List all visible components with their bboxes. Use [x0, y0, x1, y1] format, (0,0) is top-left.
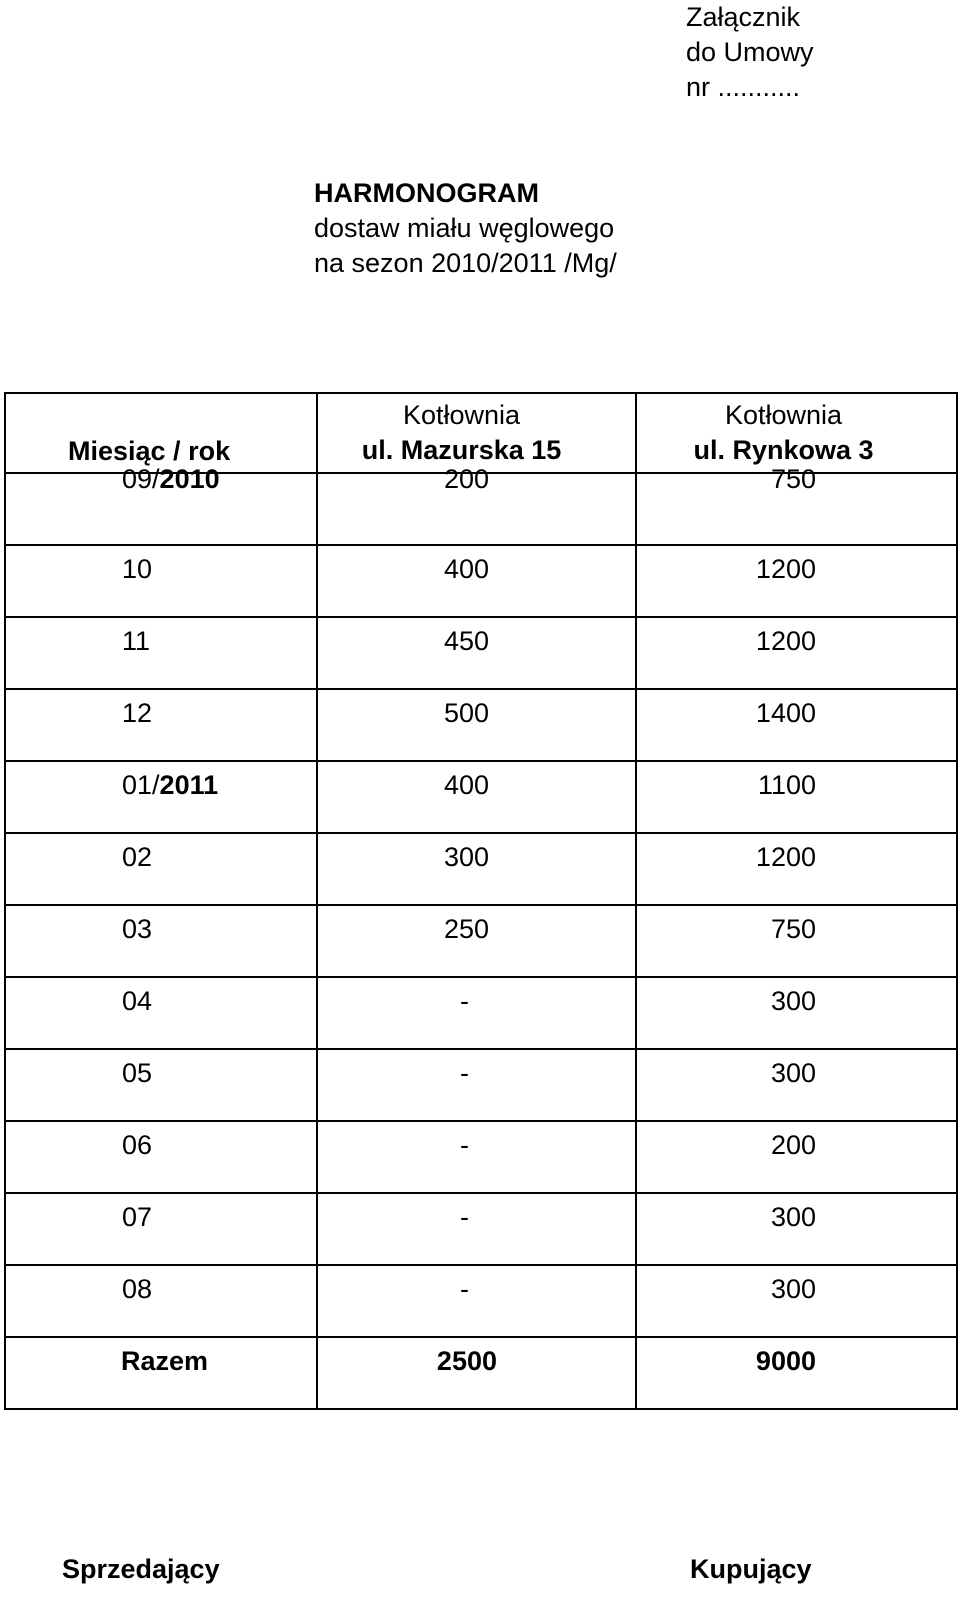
rynkowa-value: 300: [770, 1058, 816, 1088]
rynkowa-cell: [636, 1265, 957, 1337]
mazurska-cell: [317, 545, 636, 617]
mazurska-value: 500: [443, 698, 489, 728]
rynkowa-value: 1200: [755, 626, 816, 656]
month-value: [122, 552, 152, 587]
month-cell: [5, 1121, 317, 1193]
month-value: [122, 462, 220, 497]
mazurska-cell: [317, 1121, 636, 1193]
header-address-mazurska: ul. Mazurska 15: [361, 435, 562, 465]
total-rynkowa-value: 9000: [755, 1346, 816, 1376]
delivery-schedule-table: [4, 392, 958, 1410]
month-part: 04: [122, 986, 153, 1016]
total-label-cell: [5, 1337, 317, 1409]
total-label: Razem: [121, 1346, 209, 1376]
rynkowa-cell: [636, 464, 957, 545]
mazurska-cell: [317, 464, 636, 545]
attachment-line-1: Załącznik: [686, 2, 801, 32]
month-value: [122, 1200, 152, 1235]
month-part: 08: [122, 1274, 153, 1304]
rynkowa-cell: [636, 617, 957, 689]
mazurska-value: 450: [443, 626, 489, 656]
table-row: [5, 689, 957, 761]
month-part: 10: [122, 554, 153, 584]
document-subtitle-1: dostaw miału węglowego: [314, 213, 615, 243]
year-part: 2010: [159, 464, 220, 494]
attachment-line-2: do Umowy: [686, 37, 814, 67]
table-row: [5, 1121, 957, 1193]
header-cell-month: [5, 393, 317, 473]
table-row: [5, 1193, 957, 1265]
table-row: [5, 1049, 957, 1121]
rynkowa-cell: [636, 905, 957, 977]
month-value: [122, 1272, 152, 1307]
rynkowa-cell: [636, 833, 957, 905]
month-cell: [5, 977, 317, 1049]
table-row: [5, 545, 957, 617]
month-value: [122, 696, 152, 731]
buyer-signature-label: Kupujący: [690, 1554, 812, 1584]
rynkowa-value: 300: [770, 986, 816, 1016]
month-cell: [5, 833, 317, 905]
attachment-line-3: nr ...........: [686, 72, 801, 102]
month-part: 09/: [122, 464, 160, 494]
attachment-note: [686, 0, 906, 105]
header-address-rynkowa: ul. Rynkowa 3: [693, 435, 874, 465]
month-cell: [5, 1049, 317, 1121]
rynkowa-cell: [636, 1121, 957, 1193]
month-value: [122, 1128, 152, 1163]
month-cell: [5, 545, 317, 617]
month-cell: [5, 1193, 317, 1265]
header-cell-mazurska: [317, 393, 636, 473]
month-part: 03: [122, 914, 153, 944]
month-value: [122, 768, 218, 803]
year-part: 2011: [159, 770, 219, 800]
table-row: [5, 833, 957, 905]
mazurska-cell: [317, 833, 636, 905]
header-cell-rynkowa: [636, 393, 957, 473]
rynkowa-cell: [636, 977, 957, 1049]
mazurska-cell: [317, 617, 636, 689]
rynkowa-value: 750: [770, 464, 816, 494]
mazurska-value: 300: [443, 842, 489, 872]
rynkowa-cell: [636, 761, 957, 833]
month-cell: [5, 617, 317, 689]
month-value: [122, 840, 152, 875]
table-row: [5, 977, 957, 1049]
rynkowa-cell: [636, 689, 957, 761]
month-value: [122, 1056, 152, 1091]
total-mazurska-value: 2500: [436, 1346, 497, 1376]
total-mazurska-cell: [317, 1337, 636, 1409]
month-part: 02: [122, 842, 153, 872]
rynkowa-value: 1100: [757, 770, 816, 800]
seller-signature-label: Sprzedający: [62, 1554, 220, 1584]
rynkowa-value: 300: [770, 1274, 816, 1304]
header-boiler-label: Kotłownia: [402, 400, 521, 430]
table-total-row: [5, 1337, 957, 1409]
month-cell: [5, 761, 317, 833]
rynkowa-value: 1400: [755, 698, 816, 728]
mazurska-value: -: [460, 1202, 469, 1232]
month-part: 11: [122, 626, 151, 656]
month-part: 12: [122, 698, 153, 728]
table-row: [5, 473, 957, 545]
table-row: [5, 617, 957, 689]
rynkowa-value: 200: [770, 1130, 816, 1160]
rynkowa-cell: [636, 545, 957, 617]
mazurska-cell: [317, 761, 636, 833]
document-heading: [314, 176, 617, 281]
month-part: 07: [122, 1202, 153, 1232]
mazurska-cell: [317, 1193, 636, 1265]
month-cell: [5, 464, 317, 545]
rynkowa-value: 300: [770, 1202, 816, 1232]
header-boiler-label: Kotłownia: [724, 400, 843, 430]
mazurska-cell: [317, 1265, 636, 1337]
table-row: [5, 1265, 957, 1337]
mazurska-value: 200: [443, 464, 489, 494]
mazurska-value: 400: [443, 770, 489, 800]
total-rynkowa-cell: [636, 1337, 957, 1409]
month-cell: [5, 905, 317, 977]
header-month-label: Miesiąc / rok: [68, 436, 231, 466]
mazurska-value: 250: [443, 914, 489, 944]
rynkowa-value: 1200: [755, 842, 816, 872]
month-part: 06: [122, 1130, 153, 1160]
table-header-row: [5, 393, 957, 473]
month-part: 01/: [122, 770, 160, 800]
month-value: [122, 984, 152, 1019]
mazurska-value: -: [460, 986, 469, 1016]
mazurska-cell: [317, 977, 636, 1049]
month-part: 05: [122, 1058, 153, 1088]
month-value: [122, 912, 152, 947]
mazurska-cell: [317, 1049, 636, 1121]
mazurska-value: 400: [443, 554, 489, 584]
month-value: [122, 624, 150, 659]
table-row: [5, 905, 957, 977]
mazurska-cell: [317, 689, 636, 761]
document-title: HARMONOGRAM: [314, 178, 539, 208]
month-cell: [5, 1265, 317, 1337]
rynkowa-value: 1200: [755, 554, 816, 584]
table-row: [5, 761, 957, 833]
document-subtitle-2: na sezon 2010/2011 /Mg/: [314, 248, 617, 278]
month-cell: [5, 689, 317, 761]
mazurska-value: -: [460, 1130, 469, 1160]
rynkowa-cell: [636, 1193, 957, 1265]
mazurska-value: -: [460, 1058, 469, 1088]
mazurska-value: -: [460, 1274, 469, 1304]
mazurska-cell: [317, 905, 636, 977]
rynkowa-cell: [636, 1049, 957, 1121]
rynkowa-value: 750: [770, 914, 816, 944]
